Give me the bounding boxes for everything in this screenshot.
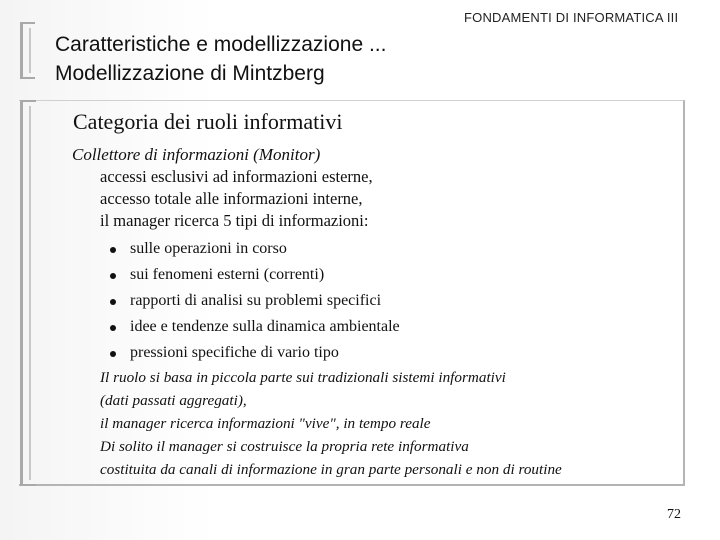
info-type-list [110, 236, 682, 366]
bullet-icon [110, 325, 116, 331]
notes-block [100, 366, 682, 481]
title-line-2: Modellizzazione di Mintzberg [55, 62, 325, 85]
list-item [110, 262, 682, 288]
desc-line: accessi esclusivi ad informazioni esterne, [100, 167, 373, 186]
bullet-icon [110, 273, 116, 279]
list-item-text: sulle operazioni in corso [130, 240, 287, 257]
section-heading: Categoria dei ruoli informativi [73, 109, 343, 134]
list-item-text: idee e tendenze sulla dinamica ambientale [130, 318, 400, 335]
role-subtitle: Collettore di informazioni (Monitor) [72, 145, 321, 164]
title-line-1: Caratteristiche e modellizzazione ... [55, 33, 387, 56]
slide-body [72, 144, 682, 481]
list-item-text: sui fenomeni esterni (correnti) [130, 266, 325, 283]
list-item-text: pressioni specifiche di vario tipo [130, 344, 339, 361]
desc-line: accesso totale alle informazioni interne, [100, 189, 363, 208]
note-line: costituita da canali di informazione in gran parte personali e non di routine [100, 461, 562, 478]
slide-title [55, 30, 386, 88]
title-bracket-decoration [20, 22, 35, 79]
bullet-icon [110, 247, 116, 253]
list-item [110, 288, 682, 314]
list-item [110, 314, 682, 340]
course-name: FONDAMENTI DI INFORMATICA III [464, 10, 679, 25]
list-item [110, 236, 682, 262]
desc-line: il manager ricerca 5 tipi di informazioni: [100, 211, 369, 230]
content-bracket-decoration [20, 100, 36, 486]
bullet-icon [110, 351, 116, 357]
note-line: (dati passati aggregati), [100, 392, 247, 409]
bullet-icon [110, 299, 116, 305]
note-line: Il ruolo si basa in piccola parte sui tradizionali sistemi informativi [100, 369, 506, 386]
list-item-text: rapporti di analisi su problemi specifici [130, 292, 382, 309]
page-number: 72 [667, 507, 681, 522]
note-line: Di solito il manager si costruisce la propria rete informativa [100, 438, 469, 455]
list-item [110, 340, 682, 366]
note-line: il manager ricerca informazioni "vive", in tempo reale [100, 415, 431, 432]
